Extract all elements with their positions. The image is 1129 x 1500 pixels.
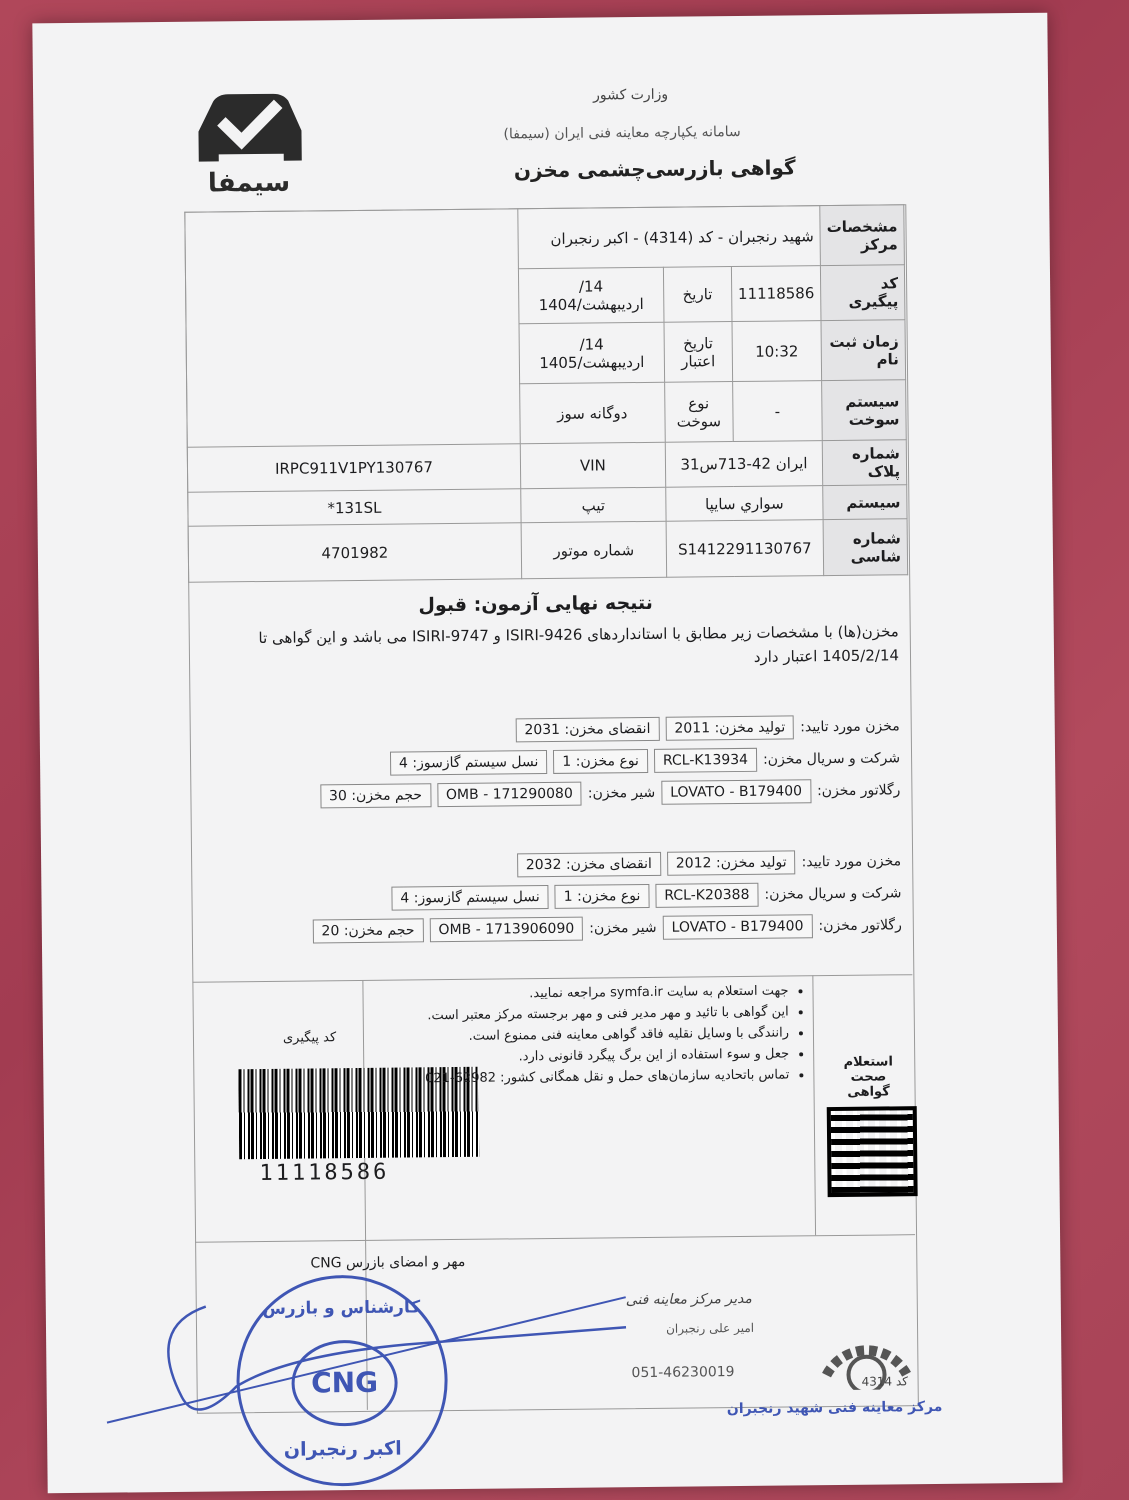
empty-cell [185,209,520,447]
validity-value: 14/ اردیبهشت/1405 [519,322,664,384]
tank-volume: حجم مخزن: 20 [312,918,423,943]
signature-scribble [85,1272,647,1438]
validity-label: تاریخ اعتبار [664,322,733,383]
engine-value: 4701982 [188,523,522,582]
result-paragraph: مخزن(ها) با مشخصات زیر مطابق با استانداردهای ISIRI-9426 و ISIRI-9747 می باشد و این گواهی تا 1405/2/14 اعتبار دارد [258,622,900,666]
vin-value: IRPC911V1PY130767 [187,444,520,492]
tank-company-label: شرکت و سریال مخزن: [764,885,902,903]
tank-expiry: انقضای مخزن: 2032 [517,852,661,878]
plate-label: شماره پلاک [822,440,906,486]
center-label: مشخصات مرکز [820,205,904,266]
fuel-system-label: سیستم سوخت [822,380,906,441]
info-table [184,204,908,583]
tank-type: نوع مخزن: 1 [553,749,648,774]
tank-generation: نسل سیستم گازسوز: 4 [391,885,549,911]
note-item: • جعل و سوء استفاده از این برگ پیگرد قانونی دارد. [363,1043,789,1068]
tank-company: RCL-K20388 [655,883,758,908]
note-item: • این گواهی با تائید و مهر مدیر فنی و مهر برجسته مرکز معتبر است. [363,1001,789,1026]
tank-generation: نسل سیستم گازسوز: 4 [390,750,548,776]
qr-code[interactable] [827,1106,918,1197]
tank-production: تولید مخزن: 2011 [665,715,794,740]
tank-valve: OMB - 171290080 [437,782,582,808]
tracking-caption: کد پیگیری [282,1030,337,1046]
tank-approved-label: مخزن مورد تایید: [801,853,902,871]
gear-icon [806,1279,927,1390]
note-item: • تماس باتحادیه سازمان‌های حمل و نقل همگانی کشور: 62982-021 [363,1064,789,1089]
tank-volume: حجم مخزن: 30 [320,783,431,808]
center-stamp-text: مرکز معاینه فنی شهید رنجبران [726,1398,943,1418]
tank-approved-label: مخزن مورد تایید: [800,718,900,736]
gear-stamp [806,1279,927,1390]
notes-list [362,980,803,1090]
inquiry-label: استعلام صحت گواهی [843,1054,893,1100]
manager-label: مدیر مرکز معاینه فنی [625,1290,752,1309]
tank-block-2 [201,849,902,952]
chassis-label: شماره شاسی [823,519,907,576]
manager-name: امیر علی رنجبران [665,1320,755,1336]
tank-valve-label: شیر مخزن: [589,919,657,937]
chassis-value: S1412291130767 [666,520,824,578]
tank-valve: OMB - 1713906090 [429,917,583,943]
reg-time-label: زمان ثبت نام [821,320,905,381]
tank-block-1 [200,714,901,817]
tank-regulator-label: رگلاتور مخزن: [816,782,901,800]
system-name: سامانه یکپارچه معاینه فنی ایران (سیمفا) [503,123,741,143]
tank-production: تولید مخزن: 2012 [667,850,796,875]
certificate-paper [32,13,1062,1494]
tracking-value: 11118586 [731,266,821,322]
tank-regulator: LOVATO - B179400 [662,914,812,940]
fuel-system-value: - [732,381,822,442]
date-label: تاریخ [663,267,732,323]
result-title: نتیجه نهایی آزمون: قبول [418,591,653,617]
tank-company-label: شرکت و سریال مخزن: [762,750,901,768]
engine-label: شماره موتور [521,521,666,579]
tank-expiry: انقضای مخزن: 2031 [515,717,659,743]
stamp-name-text: اکبر رنجبران [283,1437,402,1461]
fuel-type-label: نوع سوخت [664,382,733,443]
center-value: شهید رنجبران - کد (4314) - اکبر رنجبران [518,206,821,269]
barcode-number: 11118586 [259,1159,390,1187]
stamp-center-text: CNG [291,1340,398,1427]
system-label: سیستم [823,485,907,520]
tank-regulator: LOVATO - B179400 [661,779,811,805]
type-label: تیپ [521,487,666,523]
tank-regulator-label: رگلاتور مخزن: [818,917,902,935]
tank-valve-label: شیر مخزن: [587,784,656,802]
plate-value: ایران 42-713س31 [665,441,823,488]
tank-type: نوع مخزن: 1 [555,884,650,909]
reg-time-value: 10:32 [732,321,822,382]
system-value: سواري سايپا [666,486,824,522]
note-item: • جهت استعلام به سایت symfa.ir مراجعه نمایید. [362,980,788,1005]
manager-phone: 051-46230019 [631,1364,735,1382]
note-item: • رانندگی با وسایل نقلیه فاقد گواهی معاینه فنی ممنوع است. [363,1022,789,1047]
date-value: 14/ اردیبهشت/1404 [518,267,663,324]
certificate-title: گواهی بازرسی‌چشمی مخزن [513,155,796,183]
type-value: 131SL* [188,489,521,526]
center-code: کد 4314 [861,1374,909,1389]
vin-label: VIN [520,442,665,489]
tank-company: RCL-K13934 [654,748,757,773]
tracking-label: کد پیگیری [821,265,905,321]
inspector-sign-label: مهر و امضای بازرس CNG [310,1253,466,1272]
logo-text: سیمفا [207,167,291,199]
stamp-ring-text: کارشناس و بازرس [262,1297,421,1320]
simfa-logo [183,75,314,206]
ministry-name: وزارت کشور [593,86,669,104]
fuel-type-value: دوگانه سوز [520,382,665,444]
